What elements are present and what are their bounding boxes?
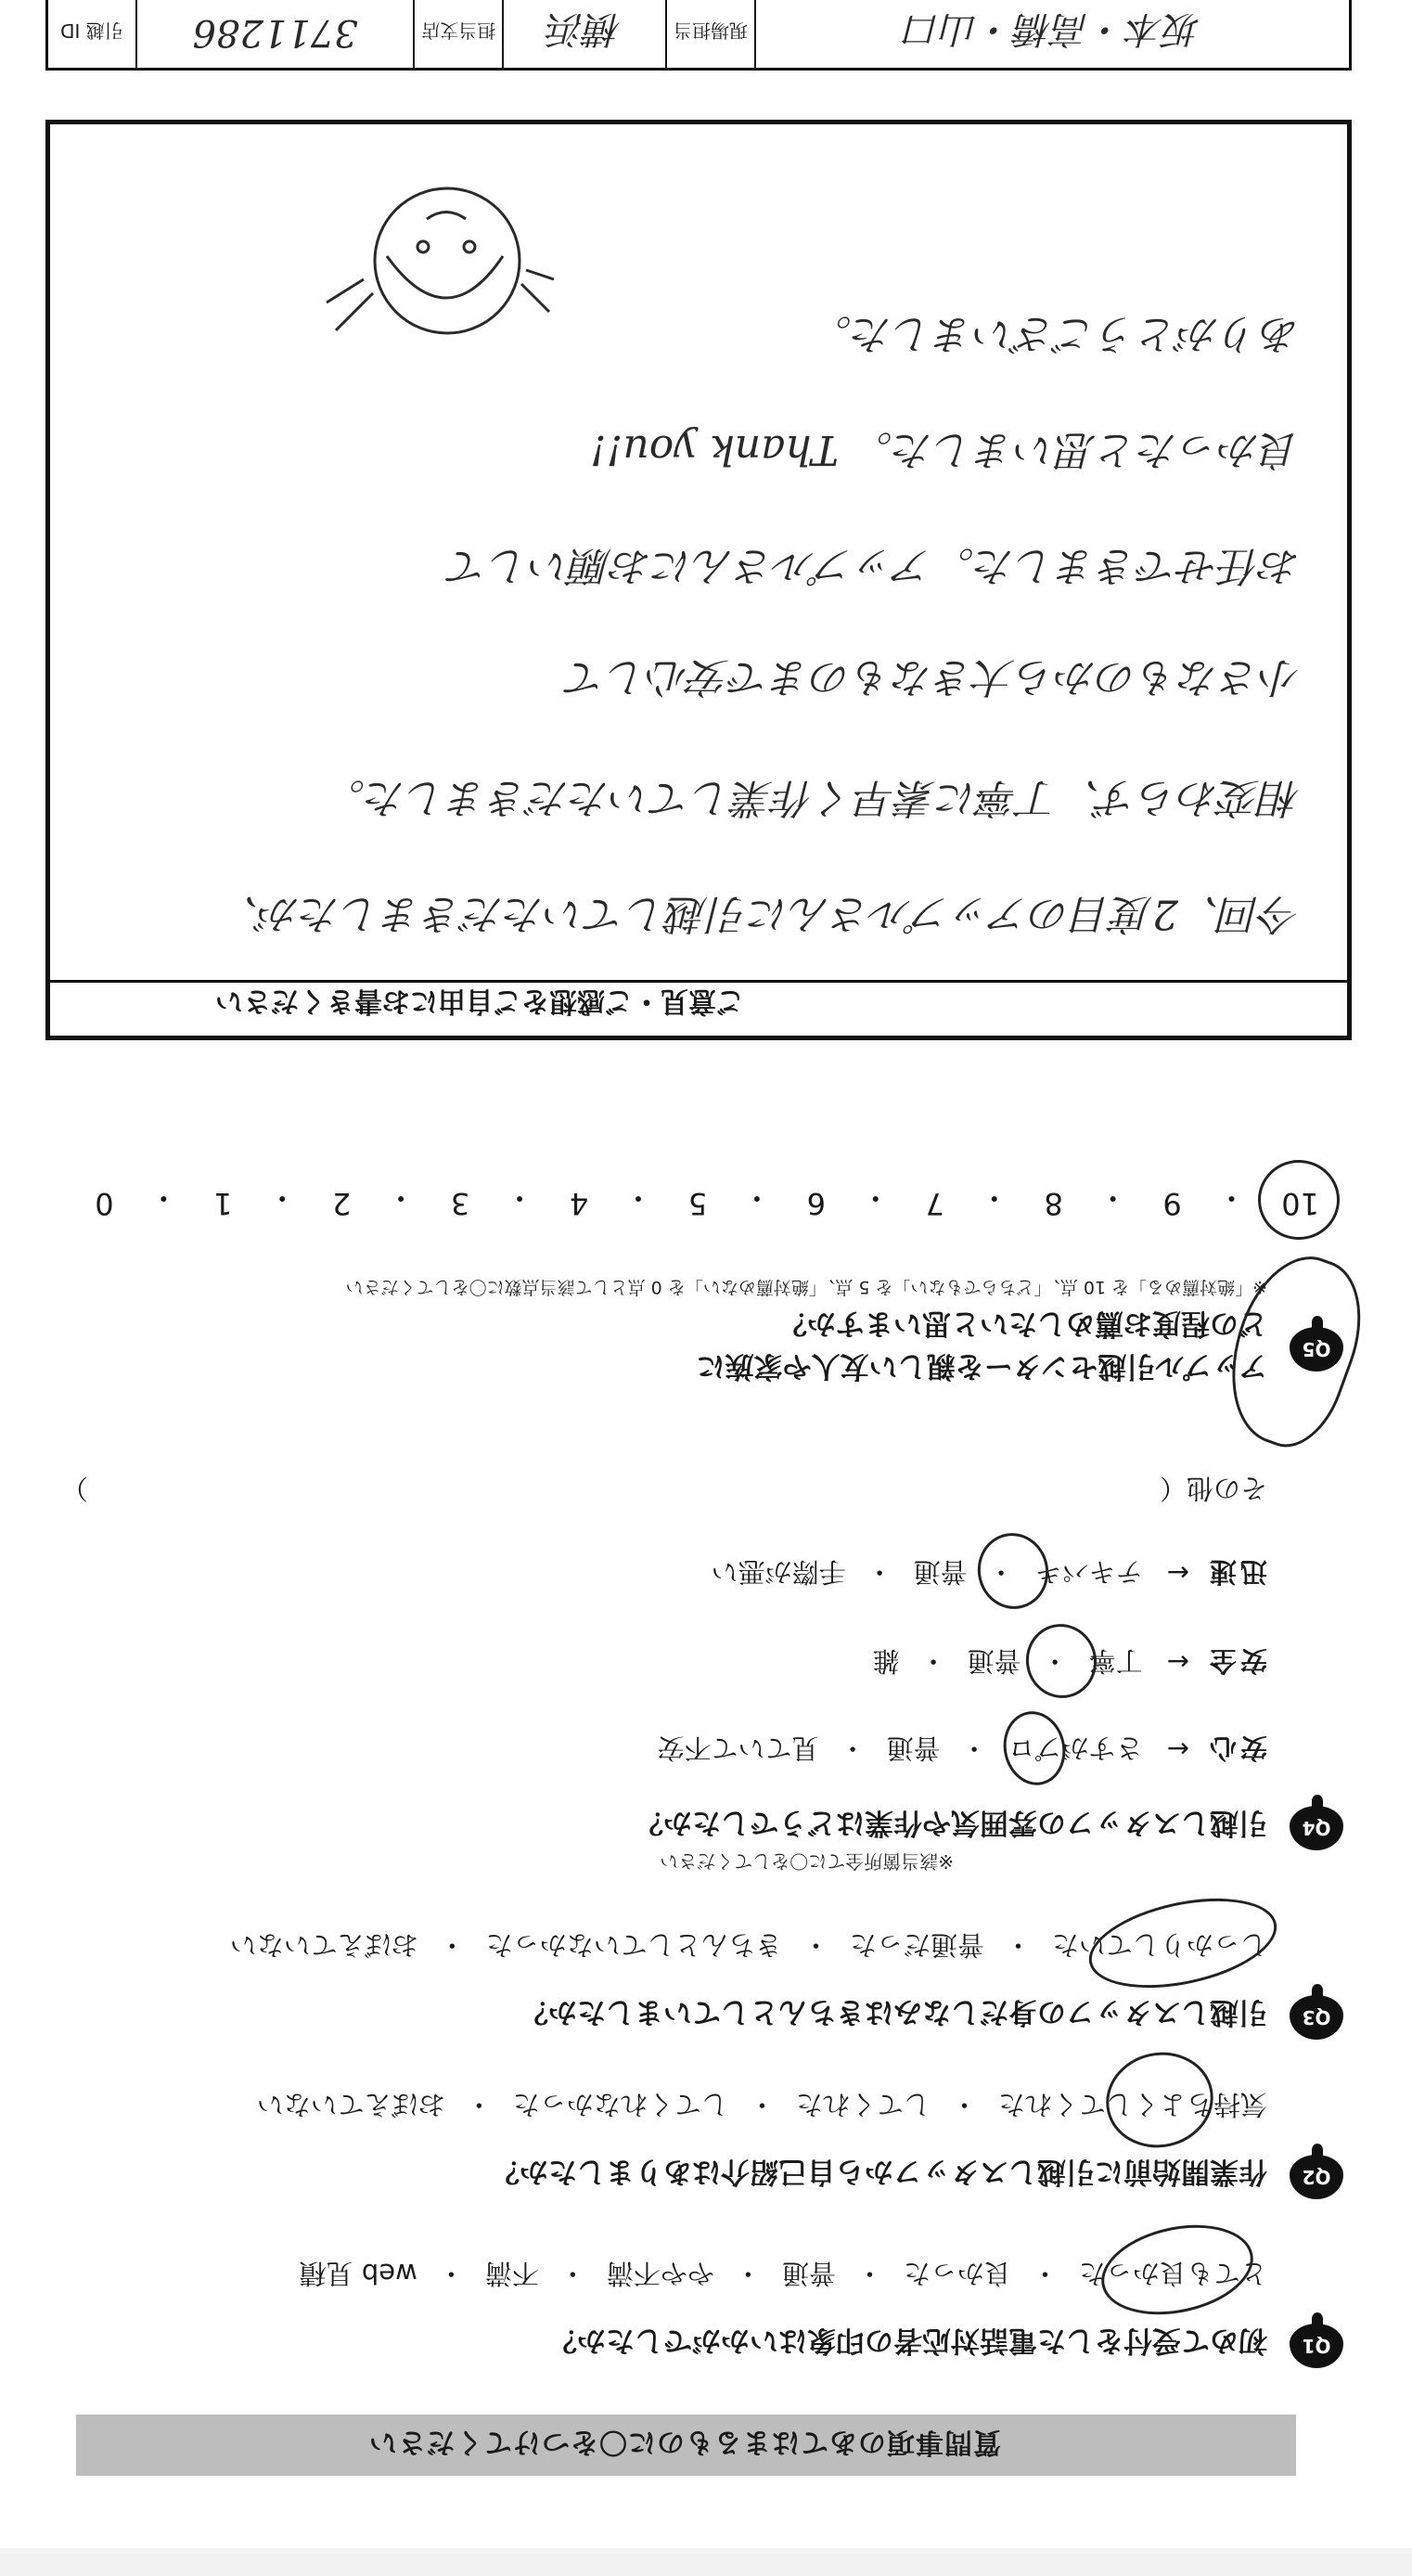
q3-option-3[interactable]: きちんとしていなかった (485, 1929, 782, 1961)
q4-text: 引越しスタッフの雰囲気や作業はどうでしたか？ (635, 1806, 1267, 1839)
q4-note: ※該当箇所全てに〇をしてください (660, 1850, 954, 1873)
q1-option-6[interactable]: web 見積 (299, 2258, 417, 2289)
q2-option-2[interactable]: してくれた (795, 2089, 931, 2120)
q5-score-4[interactable]: 4 (569, 1186, 589, 1221)
q5-score-7[interactable]: 7 (925, 1186, 944, 1221)
q4-row-anshin: 安心 ← さすがプロ ・ 普通 ・ 見ていて不安 (658, 1731, 1267, 1769)
q1-option-1[interactable]: とても良かった (1078, 2258, 1267, 2289)
q4-anshin-option-2[interactable]: 普通 (886, 1732, 941, 1764)
branch-label: 担当支店 (421, 19, 496, 43)
comment-line-4: お任せできました。アップルさんにお願いして (447, 542, 1301, 589)
q4-anshin-option-1[interactable]: さすがプロ (1008, 1732, 1143, 1764)
q3-badge: Q3 (1290, 1995, 1343, 2040)
q3-selection-circle (1081, 1884, 1285, 2003)
q2-option-3[interactable]: してくれなかった (512, 2089, 728, 2120)
comment-title: ご意見・ご感想をご自由にお書きください (215, 985, 744, 1017)
instruction-bar (76, 2415, 1296, 2476)
q1-options: とても良かった ・ 良かった ・ 普通 ・ やや不満 ・ 不満 ・ web 見積 (300, 2256, 1267, 2294)
q2-selection-circle (1098, 2042, 1223, 2157)
q4-row-other[interactable] (61, 1471, 1267, 1509)
staff-value: 坂本・高橋・山口 (904, 7, 1201, 51)
q1-badge: Q1 (1290, 2324, 1343, 2368)
q5-score-6[interactable]: 6 (806, 1186, 827, 1221)
q2-badge: Q2 (1290, 2155, 1343, 2199)
branch-value: 横浜 (547, 7, 623, 51)
id-label-cell (48, 0, 137, 68)
q4-jinsoku-option-1[interactable]: テキパキ (1034, 1556, 1143, 1588)
q2-option-1[interactable]: 気持ちよくしてくれた (997, 2089, 1267, 2120)
q1-option-4[interactable]: やや不満 (606, 2258, 714, 2289)
q1-option-2[interactable]: 良かった (903, 2258, 1011, 2289)
scan-edge (0, 2548, 1412, 2576)
q4-jinsoku-option-2[interactable]: 普通 (913, 1556, 968, 1588)
q5-text-line-1: アップル引越センターを親しい友人や家族に (696, 1349, 1267, 1383)
q5-text-line-2: どの程度お薦めしたいと思いますか？ (778, 1307, 1267, 1340)
q4-jinsoku-option-3[interactable]: 手際が悪い (711, 1556, 846, 1588)
q2-option-4[interactable]: おぼえていない (256, 2089, 445, 2120)
q1-option-5[interactable]: 不満 (484, 2258, 539, 2289)
q4-row-anshin-label: 安心 (1205, 1732, 1267, 1764)
q5-score-5[interactable]: 5 (687, 1186, 708, 1221)
id-value-cell (137, 0, 416, 68)
comment-line-5: 良かったと思いました。 Thank you!! (590, 426, 1301, 473)
instruction-text: 質問事項のあてはまるものに〇をつけてください (368, 2426, 1001, 2458)
q4-anzen-option-2[interactable]: 普通 (967, 1645, 1021, 1677)
q3-option-4[interactable]: おぼえていない (229, 1929, 418, 1961)
q3-options: しっかりしていた ・ 普通だった ・ きちんとしていなかった ・ おぼえていない (230, 1927, 1267, 1965)
q4-other-label: その他（ (1159, 1473, 1267, 1504)
comment-line-3: 小さなものから大きなものまで安心して (566, 653, 1301, 701)
comment-line-2: 相変わらず、丁寧に素早く作業していただきました。 (324, 774, 1301, 821)
q1-option-3[interactable]: 普通 (781, 2258, 836, 2289)
doodle-face-icon (317, 163, 558, 367)
q4-jinsoku-circle (970, 1526, 1055, 1616)
q5-score-8[interactable]: 8 (1044, 1186, 1063, 1221)
id-value: 3711286 (192, 11, 358, 54)
comment-divider (45, 980, 1352, 983)
q2-options: 気持ちよくしてくれた ・ してくれた ・ してくれなかった ・ おぼえていない (257, 2087, 1267, 2125)
q3-text: 引越しスタッフの身だしなみはきちんとしていましたか？ (520, 1995, 1267, 2029)
q4-row-anzen: 安全 ← 丁寧 ・ 普通 ・ 雑 (873, 1643, 1267, 1681)
q5-scale: 10 ・ 9 ・ 8 ・ 7 ・ 6 ・ 5 ・ 4 ・ 3 ・ 2 ・ 1 ・ 0 (95, 1180, 1319, 1221)
q4-anshin-option-3[interactable]: 見ていて不安 (657, 1732, 819, 1764)
q4-anzen-option-3[interactable]: 雑 (872, 1645, 900, 1677)
q5-score-2[interactable]: 2 (332, 1186, 352, 1221)
q4-row-anzen-label: 安全 (1205, 1645, 1267, 1677)
q5-score-3[interactable]: 3 (450, 1186, 470, 1221)
q4-badge: Q4 (1290, 1806, 1343, 1850)
q5-note: ※「絶対薦める」を 10 点、「どちらでもない」を 5 点、「絶対薦めない」を 0 点として該当点数に〇をしてください (345, 1277, 1267, 1297)
q5-score-1[interactable]: 1 (213, 1186, 233, 1221)
branch-label-cell (415, 0, 504, 68)
q2-text: 作業開始前に引越しスタッフから自己紹介はありましたか？ (491, 2155, 1267, 2188)
q3-option-2[interactable]: 普通だった (849, 1929, 984, 1961)
q1-text: 初めて受付をした電話対応者の印象はいかがでしたか？ (548, 2324, 1267, 2357)
staff-label-cell (667, 0, 756, 68)
q5-selection-circle (1258, 1160, 1340, 1240)
q5-score-0[interactable]: 0 (95, 1186, 114, 1221)
comment-line-6: ありがとうございました。 (811, 310, 1301, 357)
branch-value-cell (504, 0, 667, 68)
q4-anzen-circle (1020, 1617, 1104, 1705)
q4-anshin-circle (996, 1706, 1072, 1791)
q4-row-jinsoku: 迅速 ← テキパキ ・ 普通 ・ 手際が悪い (712, 1554, 1267, 1592)
q4-anzen-option-1[interactable]: 丁寧 (1088, 1645, 1143, 1677)
q4-row-jinsoku-label: 迅速 (1205, 1556, 1267, 1588)
id-table (45, 0, 1352, 71)
q5-score-10[interactable]: 10 (1281, 1186, 1319, 1221)
staff-value-cell (756, 0, 1349, 68)
q1-selection-circle (1093, 2212, 1262, 2328)
q4-other-close: ） (61, 1473, 89, 1504)
comment-line-1: 今回、2度目のアップルさんに引越していただきましたが、 (217, 890, 1301, 937)
q3-option-1[interactable]: しっかりしていた (1051, 1929, 1267, 1961)
id-label: 引越 ID (60, 19, 123, 43)
staff-label: 現場担当 (674, 19, 748, 43)
q5-score-9[interactable]: 9 (1162, 1186, 1182, 1221)
q5-badge: Q5 (1290, 1327, 1343, 1372)
